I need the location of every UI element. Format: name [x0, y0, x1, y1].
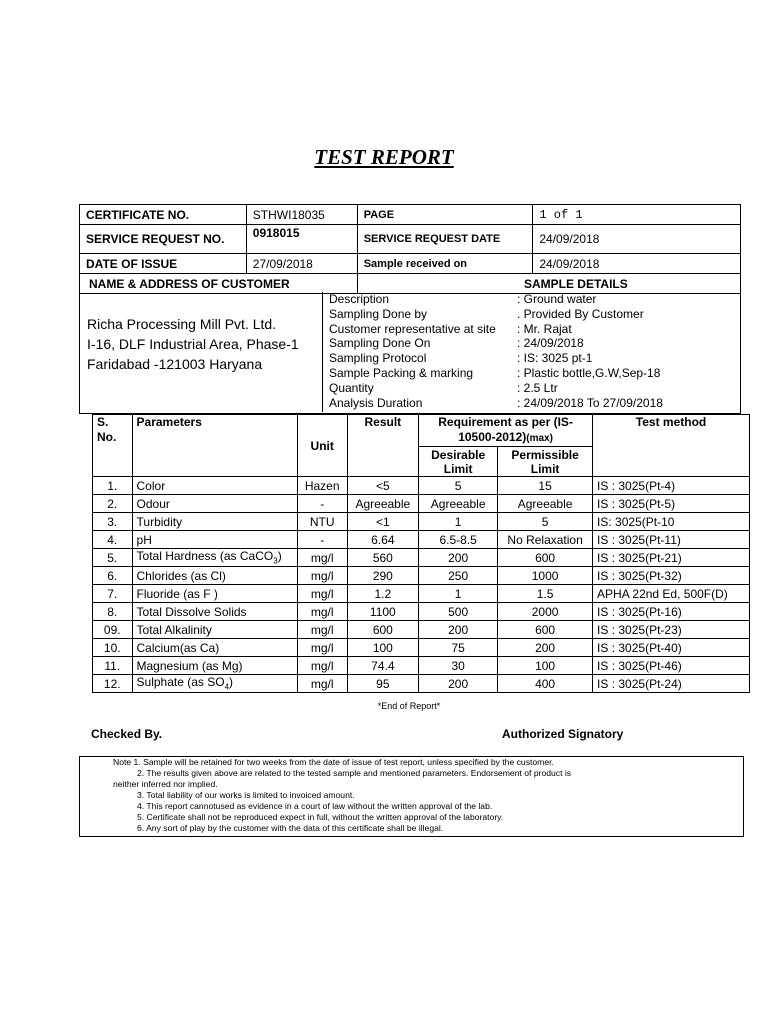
sample-detail-value: : 24/09/2018 To 27/09/2018 — [517, 395, 663, 410]
cell-result: 1100 — [347, 603, 419, 621]
cell-test-method: IS : 3025(Pt-40) — [593, 639, 750, 657]
sno-header: S. No. — [93, 415, 133, 477]
sample-detail-label: Quantity — [329, 380, 374, 395]
cell-parameter — [132, 513, 297, 531]
parameters-table — [92, 414, 750, 693]
customer-city: Faridabad -121003 Haryana — [87, 356, 263, 372]
cell-sno: 10. — [93, 639, 133, 657]
customer-address — [87, 314, 299, 374]
cell-parameter — [132, 495, 297, 513]
cell-unit: NTU — [297, 513, 347, 531]
cell-sno: 12. — [93, 675, 133, 693]
note-6: 6. Any sort of play by the customer with the data of this certificate shall be illegal. — [137, 823, 444, 833]
cell-unit: mg/l — [297, 657, 347, 675]
report-title: TEST REPORT — [314, 145, 454, 169]
cell-unit: mg/l — [297, 567, 347, 585]
cell-parameter — [132, 549, 297, 567]
sample-details-heading: SAMPLE DETAILS — [357, 274, 740, 294]
cell-result: Agreeable — [347, 495, 419, 513]
cell-permissible-limit: 400 — [498, 675, 593, 693]
parameter-subscript: 3 — [273, 556, 278, 566]
table-row — [93, 621, 750, 639]
cell-test-method: IS: 3025(Pt-10 — [593, 513, 750, 531]
cell-result: 95 — [347, 675, 419, 693]
note-2-continued: neither inferred nor implied. — [113, 779, 218, 789]
cell-result: 600 — [347, 621, 419, 639]
cell-sno: 4. — [93, 531, 133, 549]
customer-name: Richa Processing Mill Pvt. Ltd. — [87, 316, 277, 332]
sample-detail-value: : Mr. Rajat — [517, 321, 572, 336]
cell-unit: - — [297, 495, 347, 513]
parameter-name: Color — [136, 478, 166, 493]
cell-desirable-limit: 1 — [419, 585, 498, 603]
parameter-name: Total Hardness (as CaCO — [136, 549, 274, 564]
cell-unit: mg/l — [297, 639, 347, 657]
cell-sno: 1. — [93, 477, 133, 495]
cell-permissible-limit: 1.5 — [498, 585, 593, 603]
customer-heading: NAME & ADDRESS OF CUSTOMER — [80, 274, 358, 294]
sample-detail-value: . Provided By Customer — [517, 306, 644, 321]
cell-unit: mg/l — [297, 603, 347, 621]
cell-unit: - — [297, 531, 347, 549]
parameter-name: Odour — [136, 496, 170, 511]
header-row-headings — [80, 274, 741, 294]
cell-parameter — [132, 567, 297, 585]
cell-result: 290 — [347, 567, 419, 585]
cell-desirable-limit: 6.5-8.5 — [419, 531, 498, 549]
cell-test-method: IS : 3025(Pt-21) — [593, 549, 750, 567]
cell-sno: 3. — [93, 513, 133, 531]
cell-desirable-limit: 30 — [419, 657, 498, 675]
table-row — [93, 657, 750, 675]
header-row-issue — [80, 254, 741, 274]
cell-sno: 2. — [93, 495, 133, 513]
service-request-value: 0918015 — [246, 225, 357, 254]
table-row — [93, 585, 750, 603]
cell-test-method: IS : 3025(Pt-46) — [593, 657, 750, 675]
customer-address-line: I-16, DLF Industrial Area, Phase-1 — [87, 336, 299, 352]
sample-detail-value: : Ground water — [517, 292, 597, 306]
cell-parameter — [132, 585, 297, 603]
cell-sno: 6. — [93, 567, 133, 585]
cell-permissible-limit: No Relaxation — [498, 531, 593, 549]
unit-header: Unit — [297, 415, 347, 477]
header-row-certificate — [80, 205, 741, 225]
cell-parameter — [132, 603, 297, 621]
parameter-name: Chlorides (as Cl) — [136, 568, 226, 583]
result-header: Result — [347, 415, 419, 477]
note-1: Note 1. Sample will be retained for two weeks from the date of issue of test report, unless specified by the customer. — [113, 757, 554, 767]
cell-result: <1 — [347, 513, 419, 531]
parameter-name: Total Alkalinity — [136, 622, 212, 637]
date-of-issue-label: DATE OF ISSUE — [80, 254, 247, 274]
parameter-suffix: ) — [277, 549, 282, 564]
parameter-name: Calcium(as Ca) — [136, 640, 220, 655]
parameter-name: Total Dissolve Solids — [136, 604, 247, 619]
parameter-name: Sulphate (as SO — [136, 675, 225, 690]
note-3: 3. Total liability of our works is limited to invoiced amount. — [137, 790, 355, 800]
sample-detail-label: Sampling Protocol — [329, 351, 427, 366]
cell-desirable-limit: 200 — [419, 675, 498, 693]
authorized-signatory: Authorized Signatory — [502, 727, 624, 741]
header-row-service — [80, 225, 741, 254]
cell-permissible-limit: 100 — [498, 657, 593, 675]
parameter-subscript: 4 — [224, 682, 230, 692]
cell-parameter — [132, 621, 297, 639]
page-label: PAGE — [357, 205, 533, 225]
table-row — [93, 567, 750, 585]
requirement-header — [419, 415, 593, 447]
cell-result: 74.4 — [347, 657, 419, 675]
parameter-name: Fluoride (as F ) — [136, 586, 218, 601]
note-5: 5. Certificate shall not be reproduced expect in full, without the written approval of the laboratory. — [137, 812, 504, 822]
cell-unit: mg/l — [297, 549, 347, 567]
cell-unit: mg/l — [297, 585, 347, 603]
cell-sno: 7. — [93, 585, 133, 603]
cell-desirable-limit: 500 — [419, 603, 498, 621]
certificate-value: STHWI18035 — [246, 205, 357, 225]
cell-permissible-limit: 600 — [498, 621, 593, 639]
requirement-max: (max) — [526, 433, 553, 444]
cell-unit: Hazen — [297, 477, 347, 495]
cell-test-method: IS : 3025(Pt-11) — [593, 531, 750, 549]
requirement-label: Requirement as per (IS-10500-2012) — [438, 415, 573, 444]
table-header-row-1 — [93, 415, 750, 447]
cell-result: 560 — [347, 549, 419, 567]
sample-detail-value: : IS: 3025 pt-1 — [517, 351, 593, 366]
parameter-name: Magnesium (as Mg) — [136, 658, 243, 673]
cell-test-method: APHA 22nd Ed, 500F(D) — [593, 585, 750, 603]
customer-sample-block — [79, 292, 741, 414]
parameter-name: Turbidity — [136, 514, 183, 529]
cell-desirable-limit: 200 — [419, 549, 498, 567]
cell-result: <5 — [347, 477, 419, 495]
table-row — [93, 603, 750, 621]
table-row — [93, 675, 750, 693]
sample-detail-label: Analysis Duration — [329, 395, 423, 410]
customer-address-box — [80, 292, 323, 412]
cell-unit: mg/l — [297, 621, 347, 639]
page-value: 1 of 1 — [533, 205, 741, 225]
desirable-header: Desirable Limit — [419, 447, 498, 477]
service-request-label: SERVICE REQUEST NO. — [80, 225, 247, 254]
date-of-issue-value: 27/09/2018 — [246, 254, 357, 274]
cell-permissible-limit: 200 — [498, 639, 593, 657]
cell-desirable-limit: Agreeable — [419, 495, 498, 513]
service-request-date-label: SERVICE REQUEST DATE — [357, 225, 533, 254]
table-row — [93, 639, 750, 657]
cell-sno: 5. — [93, 549, 133, 567]
method-header: Test method — [593, 415, 750, 477]
sample-detail-label: Sample Packing & marking — [329, 366, 474, 380]
cell-test-method: IS : 3025(Pt-16) — [593, 603, 750, 621]
note-4: 4. This report cannotused as evidence in a court of law without the written approval of the lab. — [137, 801, 493, 811]
table-row — [93, 495, 750, 513]
sample-received-value: 24/09/2018 — [533, 254, 741, 274]
cell-permissible-limit: 2000 — [498, 603, 593, 621]
cell-parameter — [132, 477, 297, 495]
sample-detail-value: : 24/09/2018 — [517, 336, 584, 351]
parameters-header: Parameters — [132, 415, 297, 477]
cell-desirable-limit: 5 — [419, 477, 498, 495]
sample-detail-label: Sampling Done On — [329, 336, 431, 351]
table-row — [93, 477, 750, 495]
cell-test-method: IS : 3025(Pt-23) — [593, 621, 750, 639]
sample-detail-label: Sampling Done by — [329, 306, 428, 321]
cell-permissible-limit: Agreeable — [498, 495, 593, 513]
cell-permissible-limit: 5 — [498, 513, 593, 531]
cell-sno: 8. — [93, 603, 133, 621]
cell-sno: 09. — [93, 621, 133, 639]
cell-test-method: IS : 3025(Pt-32) — [593, 567, 750, 585]
cell-desirable-limit: 200 — [419, 621, 498, 639]
service-request-date-value: 24/09/2018 — [533, 225, 741, 254]
sample-detail-label: Description — [329, 292, 390, 306]
cell-parameter — [132, 639, 297, 657]
cell-permissible-limit: 1000 — [498, 567, 593, 585]
cell-result: 1.2 — [347, 585, 419, 603]
sample-detail-value: : 2.5 Ltr — [517, 380, 558, 395]
cell-permissible-limit: 15 — [498, 477, 593, 495]
sample-detail-label: Customer representative at site — [329, 321, 496, 336]
cell-unit: mg/l — [297, 675, 347, 693]
cell-parameter — [132, 675, 297, 693]
cell-parameter — [132, 657, 297, 675]
table-row — [93, 513, 750, 531]
cell-test-method: IS : 3025(Pt-4) — [593, 477, 750, 495]
parameter-suffix: ) — [229, 675, 234, 690]
cell-permissible-limit: 600 — [498, 549, 593, 567]
cell-result: 100 — [347, 639, 419, 657]
cell-desirable-limit: 75 — [419, 639, 498, 657]
cell-parameter — [132, 531, 297, 549]
sample-detail-value: : Plastic bottle,G.W,Sep-18 — [517, 366, 661, 380]
cell-desirable-limit: 1 — [419, 513, 498, 531]
cell-test-method: IS : 3025(Pt-5) — [593, 495, 750, 513]
table-row — [93, 531, 750, 549]
end-of-report: *End of Report* — [377, 701, 441, 711]
table-row — [93, 549, 750, 567]
note-2: 2. The results given above are related to the tested sample and mentioned parameters. Endorsement of product is — [137, 768, 572, 778]
cell-result: 6.64 — [347, 531, 419, 549]
parameter-name: pH — [136, 532, 152, 547]
certificate-label: CERTIFICATE NO. — [80, 205, 247, 225]
cell-sno: 11. — [93, 657, 133, 675]
sample-received-label: Sample received on — [357, 254, 533, 274]
header-table — [79, 204, 741, 294]
cell-test-method: IS : 3025(Pt-24) — [593, 675, 750, 693]
cell-desirable-limit: 250 — [419, 567, 498, 585]
checked-by: Checked By. — [91, 727, 163, 741]
permissible-header: Permissible Limit — [498, 447, 593, 477]
notes-box — [79, 756, 744, 837]
